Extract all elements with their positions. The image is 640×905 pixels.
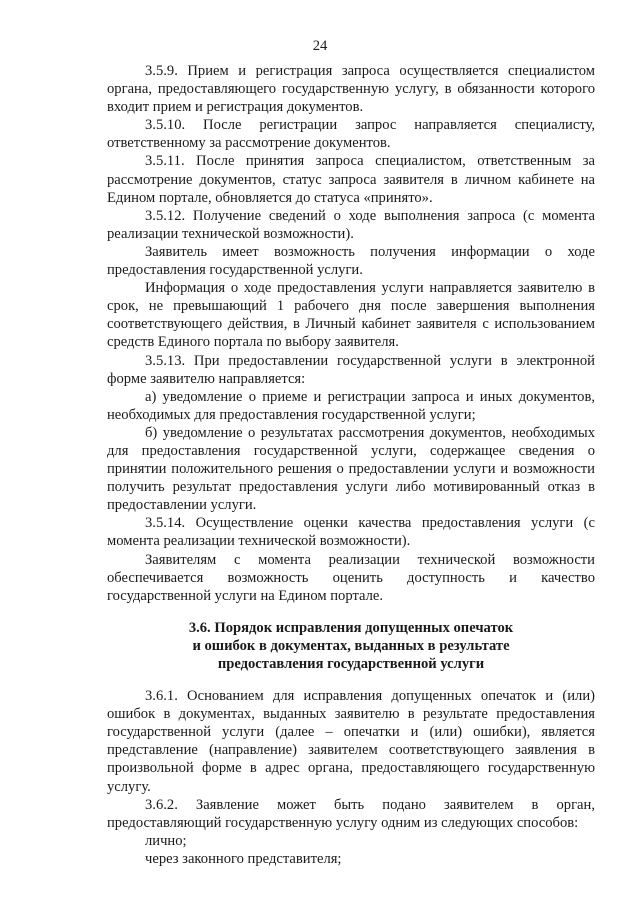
list-item-legal-representative: через законного представителя;: [145, 850, 342, 867]
page-number: 24: [312, 38, 328, 54]
paragraph-applicant-info: Заявитель имеет возможность получения информации о ходе предоставления государственной услуги.: [107, 243, 595, 279]
paragraph-3-6-1: 3.6.1. Основанием для исправления допущенных опечаток и (или) ошибок в документах, выданных заявителю в результате предоставления государственной услуги (далее – опечатки и (или) ошибки), является представление (направление) заявителем соответствующего заявления в произвольной форме в адрес органа, предоставляющего государственную услугу.: [107, 688, 595, 795]
paragraph-3-5-14: 3.5.14. Осуществление оценки качества предоставления услуги (с момента реализации технической возможности).: [107, 515, 595, 550]
section-heading-line-1: 3.6. Порядок исправления допущенных опечаток: [188, 619, 514, 636]
paragraph-3-5-10: 3.5.10. После регистрации запрос направляется специалисту, ответственному за рассмотрение документов.: [107, 117, 595, 152]
paragraph-3-6-2: 3.6.2. Заявление может быть подано заявителем в орган, предоставляющий государственную услугу одним из следующих способов:: [107, 796, 595, 831]
list-item-a: а) уведомление о приеме и регистрации запроса и иных документов, необходимых для предоставления государственной услуги;: [107, 388, 595, 423]
paragraph-quality-assessment: Заявителям с момента реализации технической возможности обеспечивается возможность оценить доступность и качество государственной услуги на Едином портале.: [107, 551, 595, 604]
list-item-in-person: лично;: [145, 832, 187, 849]
section-heading-3-6: [107, 619, 595, 673]
paragraph-3-5-13: 3.5.13. При предоставлении государственной услуги в электронной форме заявителю направляется:: [107, 352, 595, 387]
paragraph-3-5-9: 3.5.9. Прием и регистрация запроса осуществляется специалистом органа, предоставляющего государственную услугу, в обязанности которого входит прием и регистрация документов.: [107, 63, 595, 116]
section-heading-line-3: предоставления государственной услуги: [217, 656, 485, 672]
paragraph-progress-info: Информация о ходе предоставления услуги направляется заявителю в срок, не превышающий 1 рабочего дня после завершения выполнения соответствующего действия, в Личный кабинет заявителя с использованием средств Единого портала по выбору заявителя.: [107, 280, 595, 351]
paragraph-3-5-11: 3.5.11. После принятия запроса специалистом, ответственным за рассмотрение документов, статус запроса заявителя в личном кабинете на Едином портале, обновляется до статуса «принято».: [107, 153, 595, 206]
document-body: [107, 62, 595, 868]
section-heading-line-2: и ошибок в документах, выданных в результате: [192, 637, 510, 654]
list-item-b: б) уведомление о результатах рассмотрения документов, необходимых для предоставления государственной услуги, содержащее сведения о принятии положительного решения о предоставлении услуги и возможности получить результат предоставления услуги либо мотивированный отказ в предоставлении услуги.: [107, 424, 595, 514]
paragraph-3-5-12: 3.5.12. Получение сведений о ходе выполнения запроса (с момента реализации технической возможности).: [107, 207, 595, 242]
